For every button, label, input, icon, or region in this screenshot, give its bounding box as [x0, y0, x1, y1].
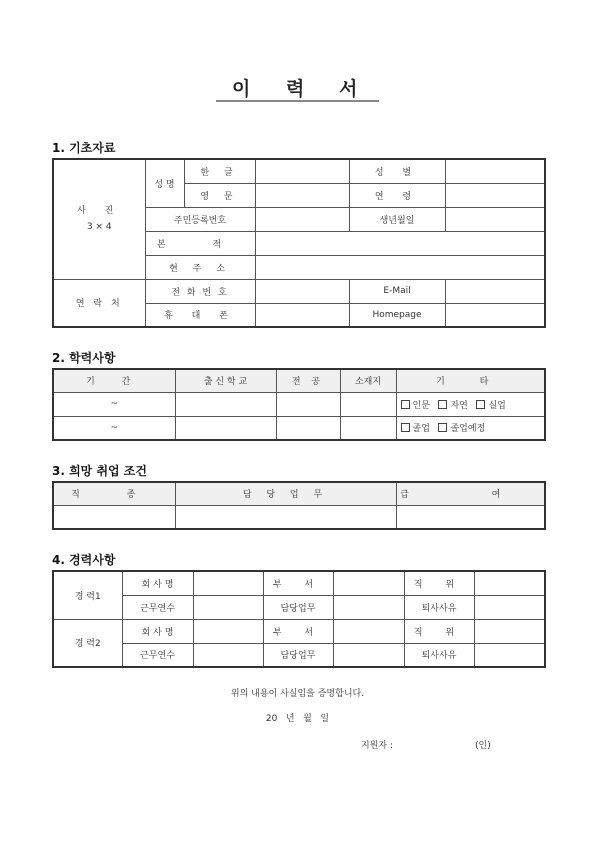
career1-position-label: 직 위	[404, 571, 474, 595]
mobile-label: 휴 대 폰	[145, 303, 255, 327]
career2-reason-label: 퇴사사유	[404, 643, 474, 667]
edu-header-period: 기 간	[53, 369, 175, 392]
career2-duty-label: 담당업무	[263, 643, 333, 667]
job-header-salary: 급 여	[396, 482, 545, 505]
hangul-field[interactable]	[255, 159, 349, 183]
job-duty-field[interactable]	[175, 505, 396, 529]
career1-reason-label: 퇴사사유	[404, 595, 474, 619]
email-label: E-Mail	[349, 279, 445, 303]
career2-years-field[interactable]	[193, 643, 263, 667]
title-char-2: 력	[286, 78, 305, 100]
mobile-field[interactable]	[255, 303, 349, 327]
resident-no-field[interactable]	[255, 207, 349, 231]
career1-label: 경 력1	[53, 571, 122, 619]
career2-company-label: 회 사 명	[122, 619, 193, 643]
phone-label: 전 화 번 호	[145, 279, 255, 303]
checkbox-science[interactable]: 자연	[438, 401, 467, 411]
date-line: 20 년 월 일	[265, 714, 330, 724]
resident-no-label: 주민등록번호	[145, 207, 255, 231]
phone-field[interactable]	[255, 279, 349, 303]
english-field[interactable]	[255, 183, 349, 207]
career1-company-label: 회 사 명	[122, 571, 193, 595]
homepage-field[interactable]	[445, 303, 545, 327]
job-header-type: 직 종	[53, 482, 175, 505]
seal-mark: (인)	[475, 741, 491, 751]
origin-label: 본 적	[145, 231, 255, 255]
section-heading-basic: 1. 기초자료	[52, 141, 116, 155]
career1-company-field[interactable]	[193, 571, 263, 595]
age-label: 연 령	[349, 183, 445, 207]
checkbox-vocational[interactable]: 실업	[476, 401, 505, 411]
edu-header-school: 출 신 학 교	[175, 369, 276, 392]
career1-years-label: 근무연수	[122, 595, 193, 619]
gender-label: 성 별	[349, 159, 445, 183]
section-heading-job: 3. 희망 취업 조건	[52, 464, 147, 478]
career2-duty-field[interactable]	[333, 643, 404, 667]
address-field[interactable]	[255, 255, 545, 279]
birth-field[interactable]	[445, 207, 545, 231]
photo-label: 사 진	[77, 206, 122, 217]
age-field[interactable]	[445, 183, 545, 207]
section-heading-career: 4. 경력사항	[52, 553, 116, 567]
career2-label: 경 력2	[53, 619, 122, 667]
email-field[interactable]	[445, 279, 545, 303]
career2-position-label: 직 위	[404, 619, 474, 643]
edu-header-major: 전 공	[276, 369, 340, 392]
edu-row2-major[interactable]	[276, 416, 340, 440]
basic-info-table	[52, 158, 546, 328]
checkbox-graduated[interactable]: 졸업	[401, 424, 430, 434]
edu-row1-options	[396, 392, 545, 416]
title-char-3: 서	[339, 78, 358, 100]
gender-field[interactable]	[445, 159, 545, 183]
section-heading-education: 2. 학력사항	[52, 351, 116, 365]
title-underline	[216, 100, 379, 102]
career1-dept-field[interactable]	[333, 571, 404, 595]
job-table	[52, 481, 546, 530]
career2-position-field[interactable]	[474, 619, 545, 643]
hangul-label: 한 글	[184, 159, 255, 183]
career2-company-field[interactable]	[193, 619, 263, 643]
edu-row1-school[interactable]	[175, 392, 276, 416]
certification-statement: 위의 내용이 사실임을 증명합니다.	[230, 689, 365, 699]
checkbox-expected-graduation[interactable]: 졸업예정	[438, 424, 485, 434]
education-table	[52, 368, 546, 441]
edu-header-other: 기 타	[396, 369, 545, 392]
career1-position-field[interactable]	[474, 571, 545, 595]
checkbox-humanities[interactable]: 인문	[401, 401, 430, 411]
career1-duty-label: 담당업무	[263, 595, 333, 619]
edu-row1-location[interactable]	[340, 392, 396, 416]
homepage-label: Homepage	[349, 303, 445, 327]
career2-dept-field[interactable]	[333, 619, 404, 643]
applicant-label: 지원자 :	[361, 741, 393, 751]
career2-reason-field[interactable]	[474, 643, 545, 667]
address-label: 현 주 소	[145, 255, 255, 279]
job-type-field[interactable]	[53, 505, 175, 529]
job-header-duty: 담 당 업 무	[175, 482, 396, 505]
origin-field[interactable]	[255, 231, 545, 255]
career1-years-field[interactable]	[193, 595, 263, 619]
name-label: 성 명	[145, 159, 184, 207]
edu-header-location: 소재지	[340, 369, 396, 392]
career1-dept-label: 부 서	[263, 571, 333, 595]
career2-years-label: 근무연수	[122, 643, 193, 667]
english-label: 영 문	[184, 183, 255, 207]
edu-row1-period[interactable]: ~	[53, 392, 175, 416]
edu-row2-location[interactable]	[340, 416, 396, 440]
career1-reason-field[interactable]	[474, 595, 545, 619]
career2-dept-label: 부 서	[263, 619, 333, 643]
photo-size-label: 3 × 4	[86, 222, 112, 233]
edu-row2-school[interactable]	[175, 416, 276, 440]
photo-box	[53, 159, 145, 279]
career-table	[52, 570, 546, 668]
edu-row1-major[interactable]	[276, 392, 340, 416]
title-char-1: 이	[232, 78, 251, 100]
edu-row2-options	[396, 416, 545, 440]
contact-label: 연 락 처	[53, 279, 145, 327]
edu-row2-period[interactable]: ~	[53, 416, 175, 440]
career1-duty-field[interactable]	[333, 595, 404, 619]
job-salary-field[interactable]	[396, 505, 545, 529]
birth-label: 생년월일	[349, 207, 445, 231]
